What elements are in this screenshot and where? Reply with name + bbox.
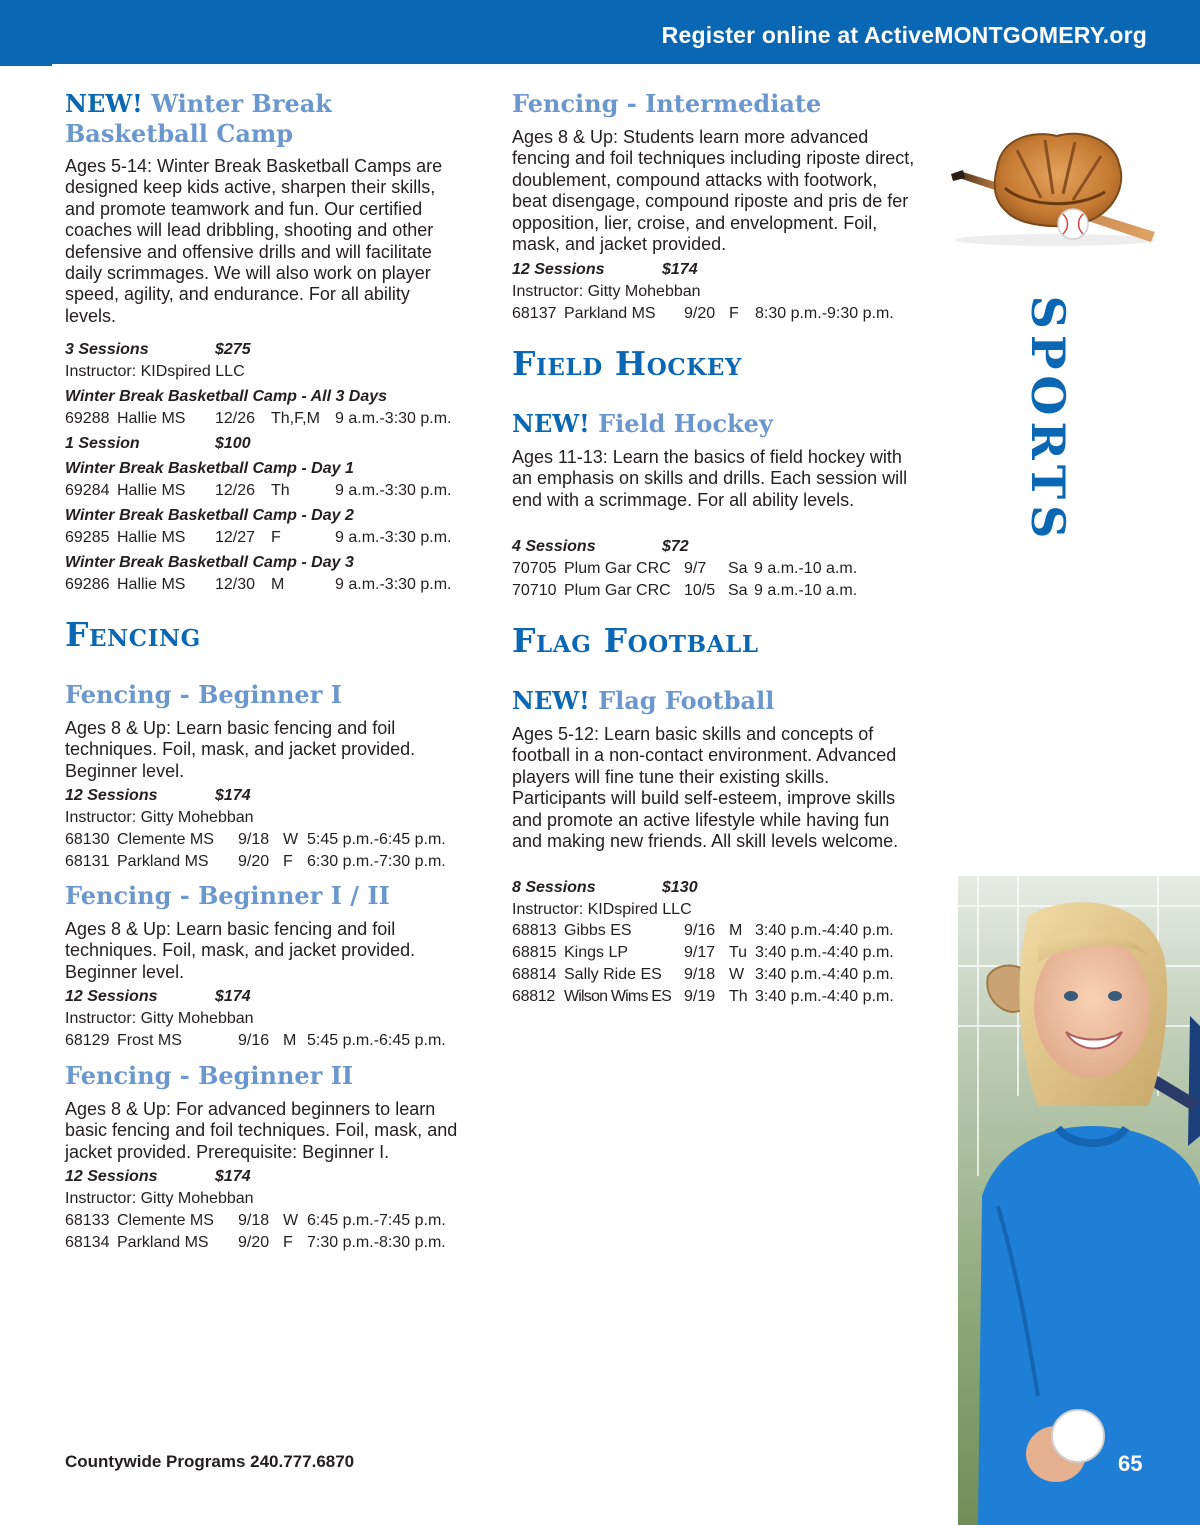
session-price: $174 (215, 988, 251, 1005)
session-count: 12 Sessions (65, 1168, 158, 1185)
class-row: 68813 Gibbs ES 9/16 M 3:40 p.m.-4:40 p.m. (512, 922, 894, 939)
class-row: 70705 Plum Gar CRC 9/7 Sa 9 a.m.-10 a.m. (512, 560, 858, 577)
class-row: 68130 Clemente MS 9/18 W 5:45 p.m.-6:45 p.m. (65, 831, 446, 848)
sessions-line (512, 536, 689, 558)
page-number: 65 (1118, 1451, 1143, 1476)
class-row: 68815 Kings LP 9/17 Tu 3:40 p.m.-4:40 p.m. (512, 944, 894, 961)
class-row: 68812 Wilson Wims ES 9/19 Th 3:40 p.m.-4:40 p.m. (512, 988, 894, 1005)
fencing-beginner-1-2-title: Fencing - Beginner I / II (65, 881, 390, 910)
class-row: 68137 Parkland MS 9/20 F 8:30 p.m.-9:30 p.m. (512, 305, 894, 322)
sports-tab (1021, 295, 1075, 545)
class-row: 69288 Hallie MS 12/26 Th,F,M 9 a.m.-3:30 p.m. (65, 410, 452, 427)
new-badge: NEW! (512, 409, 590, 438)
session-price: $72 (662, 538, 689, 555)
session-count: 3 Sessions (65, 341, 149, 358)
sessions-line (65, 785, 251, 807)
class-row: 68131 Parkland MS 9/20 F 6:30 p.m.-7:30 p.m. (65, 853, 446, 870)
header-bar (0, 0, 1200, 64)
fencing-beginner-1-title: Fencing - Beginner I (65, 680, 342, 709)
new-badge: NEW! (512, 686, 590, 715)
baseball-glove-image (945, 128, 1165, 248)
register-link[interactable]: Register online at ActiveMONTGOMERY.org (661, 22, 1147, 48)
class-row: 70710 Plum Gar CRC 10/5 Sa 9 a.m.-10 a.m. (512, 582, 858, 599)
program-description: Ages 8 & Up: Students learn more advanced fencing and foil techniques including riposte direct, doublement, compound attacks with footwork, beat disengage, compound riposte and pris de fer opposition, lier, croise, and envelopment. Foil, mask, and jacket provided. (512, 127, 915, 255)
session-price: $100 (215, 435, 251, 452)
session-price: $174 (215, 1168, 251, 1185)
basketball-title (65, 89, 465, 149)
session-price: $174 (662, 261, 698, 278)
program-name: Winter Break Basketball Camp (65, 89, 332, 148)
class-row: 69286 Hallie MS 12/30 M 9 a.m.-3:30 p.m. (65, 576, 452, 593)
sessions-line (512, 259, 698, 281)
basketball-description: Ages 5-14: Winter Break Basketball Camps are designed keep kids active, sharpen their skills, and promote teamwork and fun. Our certified coaches will lead dribbling, shooting and other defensive and offensive drills and will facilitate daily scrimmages. We will also work on player speed, agility, and endurance. For all ability levels. (65, 156, 443, 326)
field-hockey-girl-photo (958, 876, 1200, 1525)
camp-subtitle: Winter Break Basketball Camp - Day 1 (65, 460, 354, 477)
instructor: Instructor: Gitty Mohebban (65, 809, 254, 826)
program-description: Ages 5-12: Learn basic skills and concepts of football in a non-contact environment. Advanced players will fine tune their existing skills. Participants will build self-esteem, improve skills and promote an active lifestyle while having fun and making new friends. All skill levels welcome. (512, 724, 899, 852)
sessions-line (65, 1166, 251, 1188)
section-title-fencing: Fencing (65, 615, 201, 654)
session-count: 12 Sessions (65, 787, 158, 804)
session-price: $174 (215, 787, 251, 804)
program-name: Flag Football (598, 686, 775, 715)
sessions-line (65, 986, 251, 1008)
sessions-line (65, 433, 251, 455)
instructor: Instructor: KIDspired LLC (512, 901, 692, 918)
session-count: 8 Sessions (512, 879, 596, 896)
session-count: 1 Session (65, 435, 140, 452)
camp-subtitle: Winter Break Basketball Camp - Day 2 (65, 507, 354, 524)
section-title-flag-football: Flag Football (512, 621, 759, 660)
instructor: Instructor: Gitty Mohebban (65, 1010, 254, 1027)
class-row: 68134 Parkland MS 9/20 F 7:30 p.m.-8:30 p.m. (65, 1234, 446, 1251)
sessions-line (65, 339, 251, 361)
field-hockey-title (512, 409, 773, 439)
instructor: Instructor: Gitty Mohebban (65, 1190, 254, 1207)
footer-contact: Countywide Programs 240.777.6870 (65, 1452, 355, 1471)
session-count: 4 Sessions (512, 538, 596, 555)
class-row: 69285 Hallie MS 12/27 F 9 a.m.-3:30 p.m. (65, 529, 452, 546)
new-badge: NEW! (65, 89, 143, 118)
class-row: 68814 Sally Ride ES 9/18 W 3:40 p.m.-4:40 p.m. (512, 966, 894, 983)
class-row: 68129 Frost MS 9/16 M 5:45 p.m.-6:45 p.m. (65, 1032, 446, 1049)
program-description: Ages 8 & Up: Learn basic fencing and foil techniques. Foil, mask, and jacket provided. Beginner level. (65, 718, 416, 781)
program-description: Ages 8 & Up: For advanced beginners to learn basic fencing and foil techniques. Foil, mask, and jacket provided. Prerequisite: Beginner I. (65, 1099, 458, 1162)
class-row: 69284 Hallie MS 12/26 Th 9 a.m.-3:30 p.m. (65, 482, 452, 499)
fencing-beginner-2-title: Fencing - Beginner II (65, 1061, 354, 1090)
session-price: $130 (662, 879, 698, 896)
class-row: 68133 Clemente MS 9/18 W 6:45 p.m.-7:45 p.m. (65, 1212, 446, 1229)
session-count: 12 Sessions (65, 988, 158, 1005)
fencing-intermediate-title: Fencing - Intermediate (512, 89, 822, 118)
camp-subtitle: Winter Break Basketball Camp - All 3 Days (65, 388, 388, 405)
program-name: Field Hockey (598, 409, 773, 438)
instructor: Instructor: KIDspired LLC (65, 363, 245, 380)
camp-subtitle: Winter Break Basketball Camp - Day 3 (65, 554, 354, 571)
sessions-line (512, 877, 698, 899)
instructor: Instructor: Gitty Mohebban (512, 283, 701, 300)
session-price: $275 (215, 341, 251, 358)
flag-football-title (512, 686, 774, 716)
sports-label: SPORTS (1021, 295, 1075, 545)
header-notch (0, 60, 52, 66)
session-count: 12 Sessions (512, 261, 605, 278)
program-description: Ages 8 & Up: Learn basic fencing and foil techniques. Foil, mask, and jacket provided. Beginner level. (65, 919, 416, 982)
program-description: Ages 11-13: Learn the basics of field hockey with an emphasis on skills and drills. Each session will end with a scrimmage. For all ability levels. (512, 447, 908, 510)
section-title-field-hockey: Field Hockey (512, 344, 742, 383)
